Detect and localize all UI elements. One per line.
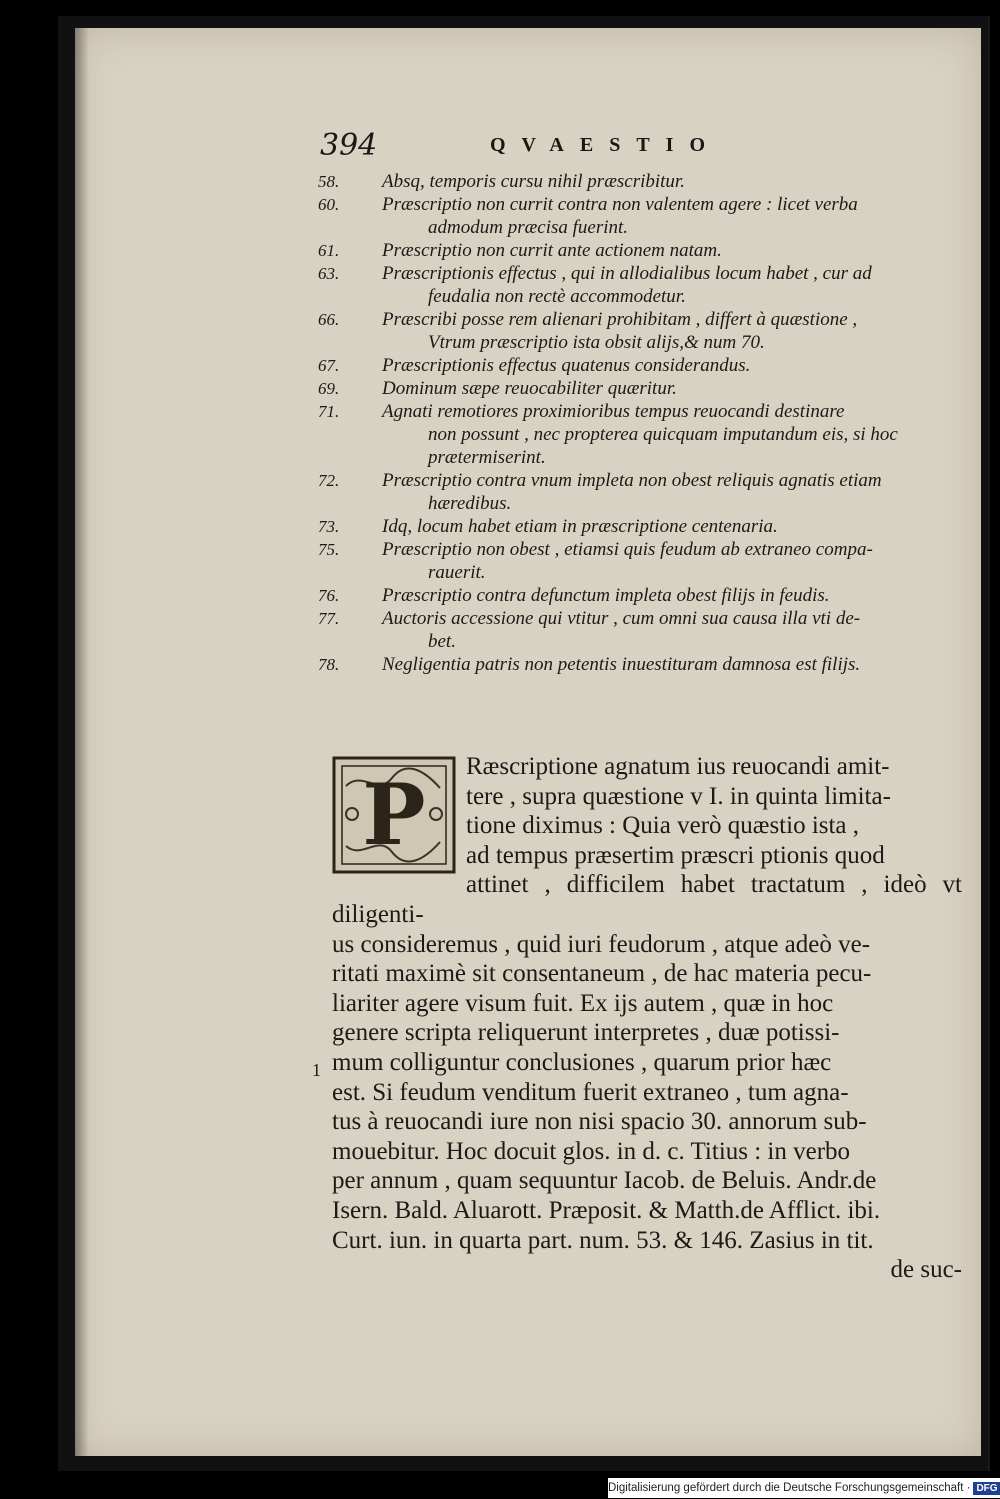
summary-text: admodum præcisa fuerint. [428, 217, 629, 238]
text-line: genere scripta reliquerunt interpretes , duæ potissi- [332, 1019, 840, 1047]
summary-text: bet. [428, 631, 456, 652]
summary-text: Vtrum præscriptio ista obsit alijs,& num 70. [428, 332, 765, 353]
running-title: QVAESTIO [490, 134, 722, 156]
summary-number: 66. [318, 310, 340, 329]
text-line: Ræscriptione agnatum ius reuocandi amit- [466, 753, 890, 780]
summary-text: hæredibus. [428, 493, 512, 514]
summary-item [318, 308, 958, 354]
summary-item [318, 538, 958, 584]
credit-text: Digitalisierung gefördert durch die Deutsche Forschungsgemeinschaft · [608, 1482, 971, 1494]
summary-number: 78. [318, 655, 340, 674]
summary-text: rauerit. [428, 562, 486, 583]
summary-item [318, 193, 958, 239]
summary-number: 69. [318, 379, 340, 398]
summary-text: Præscriptio non currit contra non valentem agere : licet verba [382, 194, 858, 215]
summary-text: Præscribi posse rem alienari prohibitam , differt à quæstione , [382, 309, 858, 330]
summary-text: Dominum sæpe reuocabiliter quæritur. [382, 378, 677, 399]
summary-text: Præscriptio contra vnum impleta non obest reliquis agnatis etiam [382, 470, 882, 491]
summary-text: prætermiserint. [428, 447, 546, 468]
summary-text: Idq, locum habet etiam in præscriptione centenaria. [382, 516, 778, 537]
dfg-logo: DFG [973, 1482, 1000, 1495]
text-line: Isern. Bald. Aluarott. Præposit. & Matth.de Afflict. ibi. [332, 1196, 881, 1224]
summary-item [318, 354, 958, 377]
text-line: est. Si feudum venditum fuerit extraneo , tum agna- [332, 1078, 849, 1106]
body-paragraph [312, 752, 962, 1285]
text-line: mouebitur. Hoc docuit glos. in d. c. Titius : in verbo [332, 1137, 851, 1165]
summary-item [318, 377, 958, 400]
summary-text: Præscriptio non obest , etiamsi quis feudum ab extraneo compa- [382, 539, 873, 560]
text-line: tus à reuocandi iure non nisi spacio 30. annorum sub- [332, 1108, 867, 1136]
summary-number: 75. [318, 540, 340, 559]
summary-text: Agnati remotiores proximioribus tempus reuocandi destinare [382, 401, 845, 422]
summary-text: non possunt , nec propterea quicquam imputandum eis, si hoc [428, 424, 898, 445]
summary-item [318, 170, 958, 193]
summary-number: 61. [318, 241, 340, 260]
summary-number: 63. [318, 264, 340, 283]
summary-item [318, 469, 958, 515]
summary-item [318, 584, 958, 607]
summary-item [318, 607, 958, 653]
page-number: 394 [320, 128, 378, 163]
summary-number: 67. [318, 356, 340, 375]
margin-marker: 1 [312, 1060, 321, 1080]
summary-text: Præscriptionis effectus , qui in allodialibus locum habet , cur ad [382, 263, 872, 284]
running-head [320, 128, 790, 172]
text-line: per annum , quam sequuntur Iacob. de Beluis. Andr.de [332, 1167, 877, 1195]
text-line: attinet , difficilem habet tractatum , ideò vt diligenti- [332, 871, 962, 928]
text-line: Curt. iun. in quarta part. num. 53. & 146. Zasius in tit. [332, 1226, 874, 1254]
summary-item [318, 239, 958, 262]
text-line: liariter agere visum fuit. Ex ijs autem , quæ in hoc [332, 989, 834, 1017]
text-line: ad tempus præsertim præscri ptionis quod [466, 841, 885, 869]
summary-list [318, 170, 958, 676]
summary-number: 58. [318, 172, 340, 191]
summary-text: Præscriptionis effectus quatenus considerandus. [382, 355, 751, 376]
summary-number: 60. [318, 195, 340, 214]
digitization-credit [608, 1478, 1000, 1498]
text-line: us consideremus , quid iuri feudorum , atque adeò ve- [332, 930, 871, 958]
summary-text: Præscriptio contra defunctum impleta obest filijs in feudis. [382, 585, 830, 606]
summary-item [318, 653, 958, 676]
decorated-initial [332, 756, 456, 874]
summary-text: Negligentia patris non petentis inuestituram damnosa est filijs. [382, 654, 861, 675]
initial-letter: P [362, 765, 426, 864]
summary-text: Auctoris accessione qui vtitur , cum omni sua causa illa vti de- [382, 608, 861, 629]
summary-number: 76. [318, 586, 340, 605]
summary-text: feudalia non rectè accommodetur. [428, 286, 686, 307]
text-line: tere , supra quæstione v I. in quinta limita- [466, 782, 891, 810]
summary-item [318, 515, 958, 538]
summary-number: 72. [318, 471, 340, 490]
summary-item [318, 400, 958, 469]
text-line: ritati maximè sit consentaneum , de hac materia pecu- [332, 960, 872, 988]
summary-item [318, 262, 958, 308]
summary-number: 73. [318, 517, 340, 536]
summary-text: Absq, temporis cursu nihil præscribitur. [382, 171, 685, 192]
text-line: tione diximus : Quia verò quæstio ista , [466, 812, 860, 840]
text-line: mum colliguntur conclusiones , quarum prior hæc [332, 1048, 832, 1076]
summary-text: Præscriptio non currit ante actionem natam. [382, 240, 722, 261]
summary-number: 77. [318, 609, 340, 628]
text-line: de suc- [890, 1256, 962, 1284]
summary-number: 71. [318, 402, 340, 421]
